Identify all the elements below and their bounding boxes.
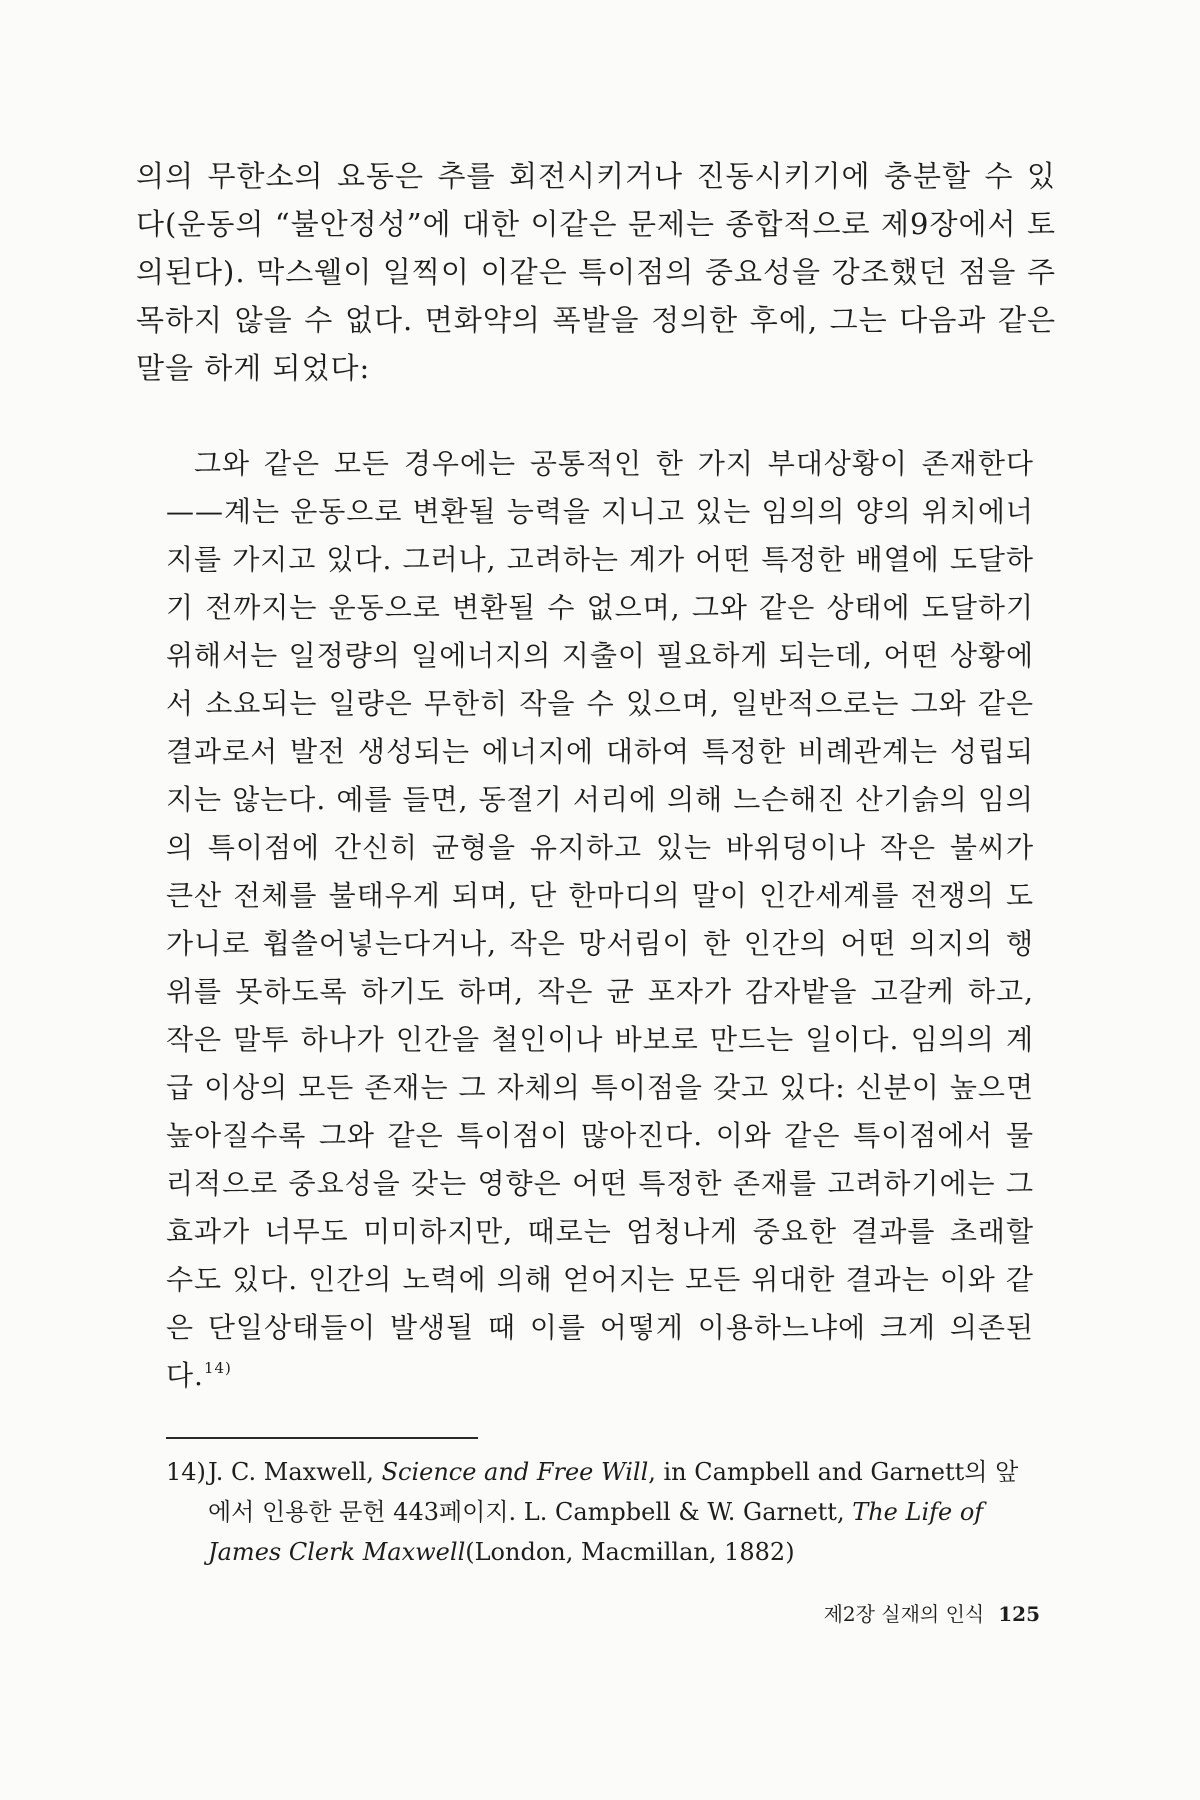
maxwell-block-quote <box>166 440 1034 1400</box>
page-number: 125 <box>998 1602 1040 1626</box>
footnote-line-2 <box>166 1492 1066 1532</box>
footnote-number: 14) <box>166 1458 206 1486</box>
quote-text: 그와 같은 모든 경우에는 공통적인 한 가지 부대상황이 존재한다——계는 운동으로 변환될 능력을 지니고 있는 임의의 양의 위치에너지를 가지고 있다. 그러나, 고려하는 계가 어떤 특정한 배열에 도달하기 전까지는 운동으로 변환될 수 없으며, 그와 같은 상태에 도달하기 위해서는 일정량의 일에너지의 지출이 필요하게 되는데, 어떤 상황에서 소요되는 일량은 무한히 작을 수 있으며, 일반적으로는 그와 같은 결과로서 발전 생성되는 에너지에 대하여 특정한 비례관계는 성립되지는 않는다. 예를 들면, 동절기 서리에 의해 느슨해진 산기슭의 임의의 특이점에 간신히 균형을 유지하고 있는 바위덩이나 작은 불씨가 큰산 전체를 불태우게 되며, 단 한마디의 말이 인간세계를 전쟁의 도가니로 휩쓸어넣는다거나, 작은 망서림이 한 인간의 어떤 의지의 행위를 못하도록 하기도 하며, 작은 균 포자가 감자밭을 고갈케 하고, 작은 말투 하나가 인간을 철인이나 바보로 만드는 일이다. 임의의 계급 이상의 모든 존재는 그 자체의 특이점을 갖고 있다: 신분이 높으면 높아질수록 그와 같은 특이점이 많아진다. 이와 같은 특이점에서 물리적으로 중요성을 갖는 영향은 어떤 특정한 존재를 고려하기에는 그 효과가 너무도 미미하지만, 때로는 엄청나게 중요한 결과를 초래할 수도 있다. 인간의 노력에 의해 얻어지는 모든 위대한 결과는 이와 같은 단일상태들이 발생될 때 이를 어떻게 이용하느냐에 크게 의존된다. <box>166 447 1034 1392</box>
footnote-title: Science and Free Will <box>381 1458 649 1486</box>
chapter-title: 제2장 실재의 인식 <box>823 1602 985 1626</box>
footnote-title-2: The Life of <box>852 1498 984 1526</box>
footnote-line-1 <box>166 1452 1066 1492</box>
footnote-line1-rest: , in Campbell and Garnett의 앞 <box>648 1458 1019 1486</box>
footnote-line2-text: 에서 인용한 문헌 443페이지. L. Campbell & W. Garnett, <box>208 1498 853 1526</box>
footnote-author: J. C. Maxwell, <box>208 1458 382 1486</box>
running-footer <box>780 1598 1040 1627</box>
footnote-line3-rest: (London, Macmillan, 1882) <box>465 1538 795 1566</box>
footnote-divider <box>166 1437 478 1439</box>
footnote <box>166 1452 1066 1572</box>
footnote-line-3 <box>166 1532 1066 1572</box>
footnote-reference: 14) <box>203 1359 232 1377</box>
footnote-title-3: James Clerk Maxwell <box>208 1538 466 1566</box>
intro-paragraph: 의의 무한소의 요동은 추를 회전시키거나 진동시키기에 충분할 수 있다(운동의 “불안정성”에 대한 이같은 문제는 종합적으로 제9장에서 토의된다). 막스웰이 일찍이 이같은 특이점의 중요성을 강조했던 점을 주목하지 않을 수 없다. 면화약의 폭발을 정의한 후에, 그는 다음과 같은 말을 하게 되었다: <box>136 159 1056 385</box>
